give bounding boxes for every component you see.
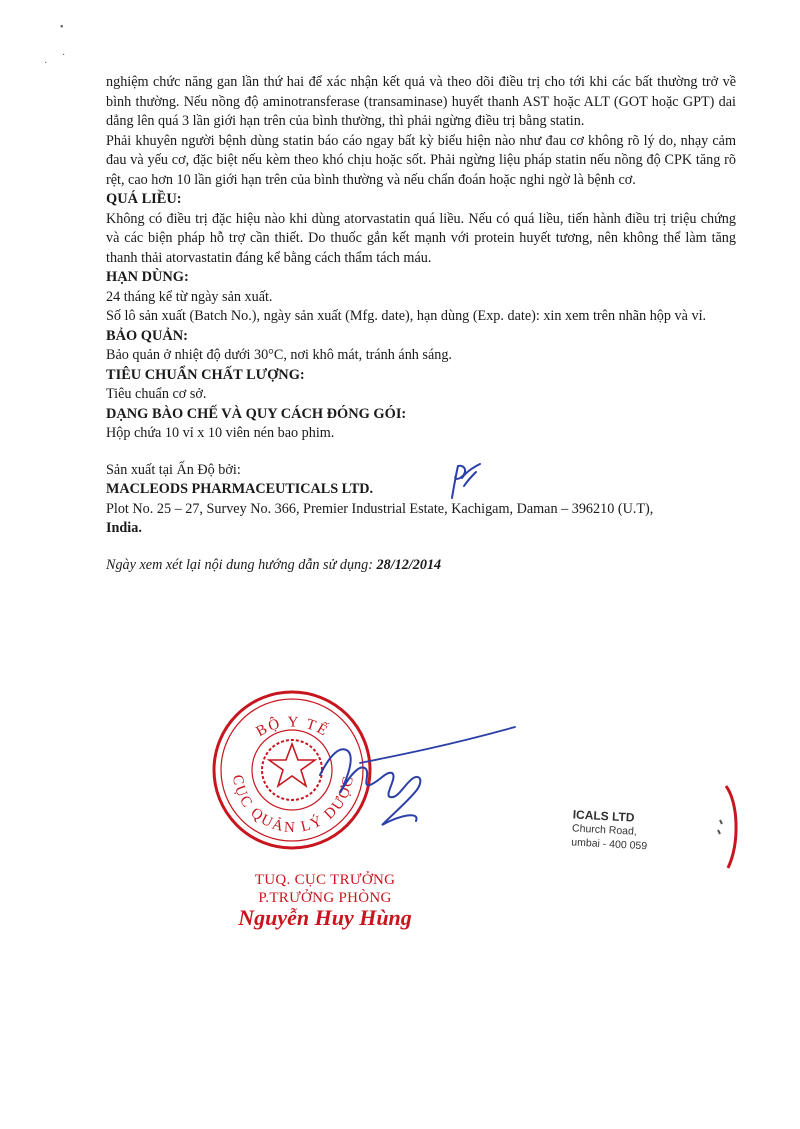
expiry-line-1: 24 tháng kể từ ngày sản xuất. [106, 288, 273, 305]
approval-title-2: P.TRƯỞNG PHÒNG [258, 890, 392, 906]
manufacturer-intro: Sản xuất tại Ấn Độ bởi: [106, 461, 241, 478]
initials-mark-icon [438, 458, 486, 506]
storage-heading: BẢO QUẢN: [106, 327, 188, 344]
seal-arc-icon [712, 782, 752, 872]
manufacturer-address: Plot No. 25 – 27, Survey No. 366, Premier Industrial Estate, Kachigam, Daman – 396210 (U.T), [106, 500, 654, 517]
packaging-heading: DẠNG BÀO CHẾ VÀ QUY CÁCH ĐÓNG GÓI: [106, 405, 407, 422]
company-seal [571, 807, 673, 854]
packaging-text: Hộp chứa 10 vỉ x 10 viên nén bao phim. [106, 425, 335, 441]
scan-speck: • [60, 22, 64, 33]
approval-title-1: TUQ. CỤC TRƯỞNG [254, 872, 396, 888]
company-seal-line-1: ICALS LTD [572, 807, 635, 825]
expiry-heading: HẠN DÙNG: [106, 269, 189, 285]
svg-text:CỤC QUẢN LÝ DƯỢC: CỤC QUẢN LÝ DƯỢC [228, 773, 358, 837]
expiry-line-2: Số lô sản xuất (Batch No.), ngày sản xuất (Mfg. date), hạn dùng (Exp. date): xin xem trên nhãn hộp và vỉ. [106, 308, 707, 324]
company-seal-line-2: Church Road, [571, 822, 638, 838]
review-label: Ngày xem xét lại nội dung hướng dẫn sử dụng: [106, 556, 373, 573]
leaflet-body [106, 73, 736, 575]
spacer [106, 444, 736, 461]
overdose-text: Không có điều trị đặc hiệu nào khi dùng atorvastatin quá liều. Nếu có quá liều, tiến hành điều trị triệu chứng và các biện pháp hỗ trợ cần thiết. Do thuốc gắn kết mạnh với protein huyết tương, nên không thể làm tăng thanh thải atorvastatin đáng kể bằng cách thẩm tách máu. [106, 210, 736, 266]
overdose-heading: QUÁ LIỀU: [106, 191, 182, 207]
approval-signer-name: Nguyễn Huy Hùng [238, 905, 412, 930]
quality-text: Tiêu chuẩn cơ sở. [106, 386, 207, 402]
review-date: 28/12/2014 [376, 556, 442, 573]
quality-heading: TIÊU CHUẨN CHẤT LƯỢNG: [106, 366, 305, 383]
svg-text:BỘ Y TẾ: BỘ Y TẾ [253, 714, 332, 741]
signature-icon [300, 715, 520, 835]
manufacturer-country: India. [106, 520, 142, 536]
scan-speck: · [44, 58, 48, 69]
manufacturer-name: MACLEODS PHARMACEUTICALS LTD. [106, 481, 374, 497]
liver-test-paragraph: nghiệm chức năng gan lần thứ hai để xác nhận kết quả và theo dõi điều trị cho tới khi các bất thường trở về bình thường. Nếu nồng độ aminotransferase (transaminase) huyết thanh AST hoặc ALT (GOT hoặc GPT) dai dẳng lên quá 3 lần giới hạn trên của bình thường, thì phải ngừng điều trị bằng statin. [106, 74, 736, 129]
review-date-line [106, 556, 736, 576]
storage-text: Bảo quản ở nhiệt độ dưới 30°C, nơi khô mát, tránh ánh sáng. [106, 347, 452, 363]
spacer [106, 539, 736, 556]
muscle-warning-paragraph: Phải khuyên người bệnh dùng statin báo cáo ngay bất kỳ biểu hiện nào như đau cơ không rõ lý do, nhạy cảm đau và yếu cơ, đặc biệt nếu kèm theo khó chịu hoặc sốt. Phải ngừng liệu pháp statin nếu nồng độ CPK tăng rõ rệt, cao hơn 10 lần giới hạn trên của bình thường và nếu chẩn đoán hoặc nghi ngờ là bệnh cơ. [106, 132, 736, 188]
company-seal-line-3: umbai - 400 059 [571, 836, 648, 853]
scan-speck: · [62, 50, 66, 61]
